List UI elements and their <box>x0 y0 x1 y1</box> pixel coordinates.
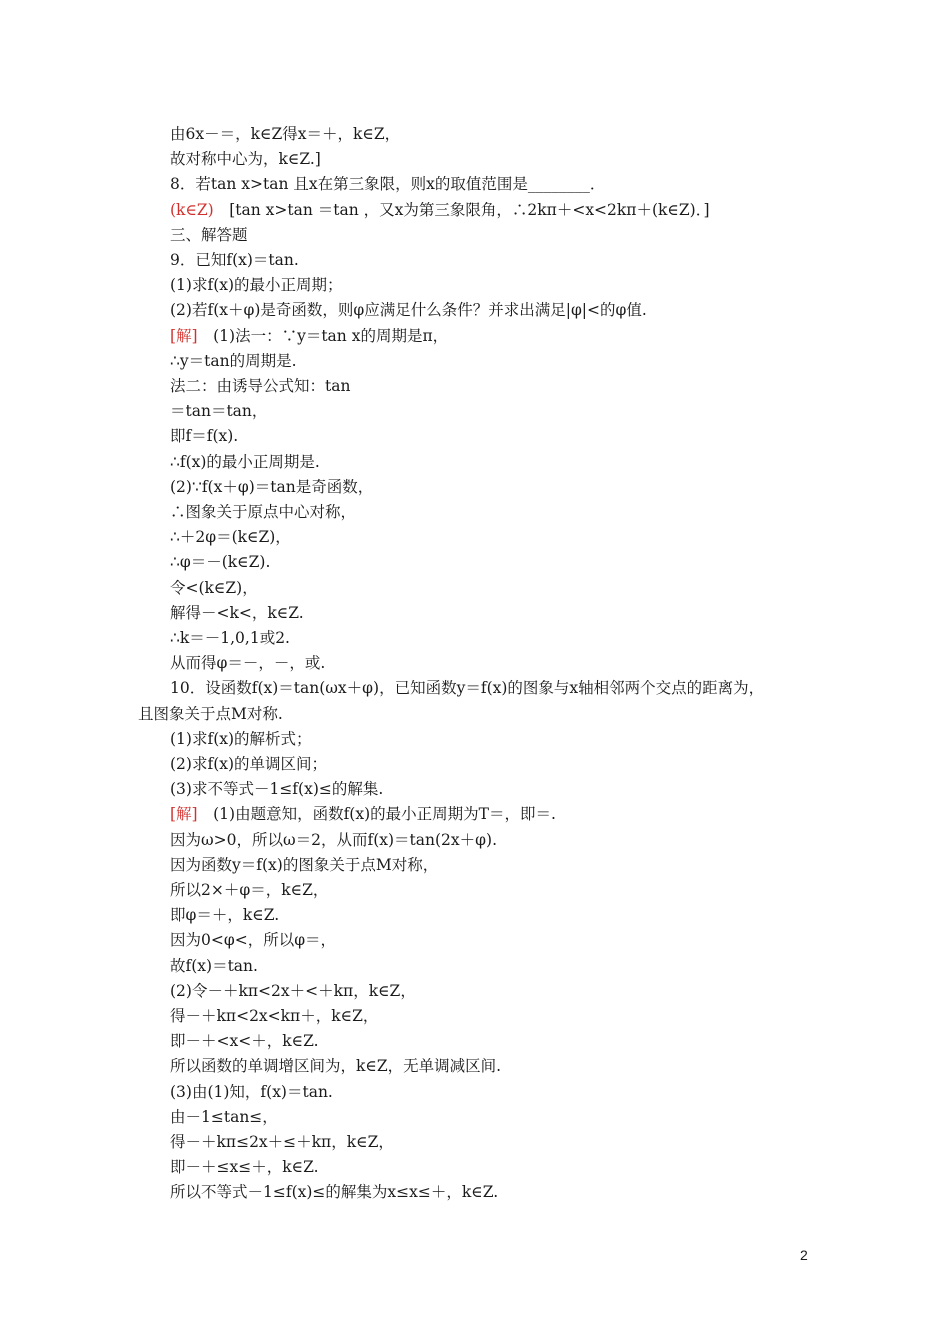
line-text: 由6x－＝，k∈Z得x＝＋，k∈Z， <box>170 125 401 143</box>
line-text: 法二：由诱导公式知：tan <box>170 377 351 395</box>
text-line <box>170 578 840 598</box>
line-text: 得－＋kπ<2x<kπ＋，k∈Z， <box>170 1007 379 1025</box>
line-text: (3)求不等式－1≤f(x)≤的解集. <box>170 780 384 799</box>
line-text: (2)令－＋kπ<2x＋<＋kπ，k∈Z， <box>170 981 416 1000</box>
line-text: 因为ω>0，所以ω＝2，从而f(x)＝tan(2x＋φ). <box>170 830 497 849</box>
text-line <box>170 930 840 950</box>
text-line <box>170 426 840 446</box>
text-line <box>170 124 840 144</box>
line-text: 解得－<k<，k∈Z. <box>170 603 304 622</box>
text-line <box>170 351 840 371</box>
text-line <box>170 628 840 648</box>
text-line <box>170 1157 840 1177</box>
text-line <box>170 225 840 245</box>
text-line <box>170 552 840 572</box>
text-line <box>170 275 840 295</box>
text-line <box>170 729 840 749</box>
line-text: ∴y＝tan的周期是. <box>170 351 297 370</box>
text-line <box>170 779 840 799</box>
text-line <box>170 376 840 396</box>
line-text: 从而得φ＝－，－，或. <box>170 654 326 673</box>
text-line <box>170 1132 840 1152</box>
line-text: 由－1≤tan≤， <box>170 1107 278 1126</box>
answer-tag: [解] <box>170 805 198 824</box>
line-text: ∴f(x)的最小正周期是. <box>170 452 320 471</box>
text-line <box>170 880 840 900</box>
line-text: 令<(k∈Z)， <box>170 578 258 597</box>
line-text: 因为0<φ<，所以φ＝， <box>170 931 337 950</box>
text-line <box>170 250 840 270</box>
text-line <box>138 704 840 724</box>
text-line <box>170 804 840 824</box>
line-text: 即－＋<x<＋，k∈Z. <box>170 1032 319 1051</box>
line-text: 故f(x)＝tan. <box>170 956 258 975</box>
line-text: ∴k＝－1,0,1或2. <box>170 629 290 647</box>
line-text: 所以函数的单调增区间为，k∈Z，无单调减区间. <box>170 1057 502 1076</box>
text-line <box>170 1056 840 1076</box>
line-text: ∴图象关于原点中心对称， <box>170 503 357 521</box>
text-line <box>170 905 840 925</box>
text-line <box>170 174 840 194</box>
text-line <box>170 502 840 522</box>
text-line <box>170 981 840 1001</box>
line-text: 10．设函数f(x)＝tan(ωx＋φ)，已知函数y＝f(x)的图象与x轴相邻两个交点的距离为， <box>170 679 765 698</box>
line-text: (1)法一：∵y＝tan x的周期是π， <box>213 326 449 345</box>
text-line <box>170 200 840 220</box>
line-text: (1)由题意知，函数f(x)的最小正周期为T＝，即＝. <box>213 805 556 824</box>
line-text: ∴＋2φ＝(k∈Z)， <box>170 528 291 547</box>
text-line <box>170 300 840 320</box>
text-line <box>170 477 840 497</box>
line-text: 即φ＝＋，k∈Z. <box>170 906 280 925</box>
line-text: 所以2×＋φ＝，k∈Z， <box>170 881 329 899</box>
line-text: 三、解答题 <box>170 225 248 244</box>
text-line <box>170 452 840 472</box>
text-line <box>170 1107 840 1127</box>
text-line <box>170 653 840 673</box>
line-text: ＝tan＝tan， <box>170 402 268 421</box>
line-text: 即－＋≤x≤＋，k∈Z. <box>170 1158 319 1177</box>
line-text: 即f＝f(x). <box>170 427 239 446</box>
answer-tag: [解] <box>170 326 198 345</box>
line-text: 因为函数y＝f(x)的图象关于点M对称， <box>170 855 439 874</box>
line-text: (2)求f(x)的单调区间； <box>170 755 328 773</box>
text-line <box>170 1031 840 1051</box>
text-line <box>170 149 840 169</box>
text-line <box>170 678 840 698</box>
line-text: 得－＋kπ≤2x＋≤＋kπ，k∈Z， <box>170 1133 394 1151</box>
line-text: 9．已知f(x)＝tan. <box>170 251 299 269</box>
text-line <box>170 527 840 547</box>
line-text: (2)∵f(x＋φ)＝tan是奇函数， <box>170 477 374 496</box>
line-text: (1)求f(x)的最小正周期； <box>170 276 343 295</box>
line-text: (3)由(1)知，f(x)＝tan. <box>170 1082 333 1101</box>
text-line <box>170 1082 840 1102</box>
text-line <box>170 401 840 421</box>
text-line <box>170 1006 840 1026</box>
text-line <box>170 956 840 976</box>
text-line <box>170 754 840 774</box>
line-text: 8．若tan x>tan 且x在第三象限，则x的取值范围是________． <box>170 175 606 194</box>
line-text: 且图象关于点M对称. <box>138 704 283 723</box>
page-number: 2 <box>800 1247 808 1263</box>
answer-tag: (k∈Z) <box>170 200 214 219</box>
text-line <box>170 326 840 346</box>
line-text: 所以不等式－1≤f(x)≤的解集为x≤x≤＋，k∈Z. <box>170 1183 499 1202</box>
line-text: [tan x>tan ＝tan ，又x为第三象限角，∴2kπ＋<x<2kπ＋(k∈Z)．] <box>229 200 710 219</box>
line-text: 故对称中心为，k∈Z.] <box>170 150 321 169</box>
text-line <box>170 855 840 875</box>
text-line <box>170 1182 840 1202</box>
line-text: (1)求f(x)的解析式； <box>170 729 312 748</box>
text-line <box>170 603 840 623</box>
line-text: (2)若f(x＋φ)是奇函数，则φ应满足什么条件？并求出满足|φ|<的φ值. <box>170 301 647 320</box>
text-line <box>170 830 840 850</box>
line-text: ∴φ＝－(k∈Z). <box>170 553 271 572</box>
